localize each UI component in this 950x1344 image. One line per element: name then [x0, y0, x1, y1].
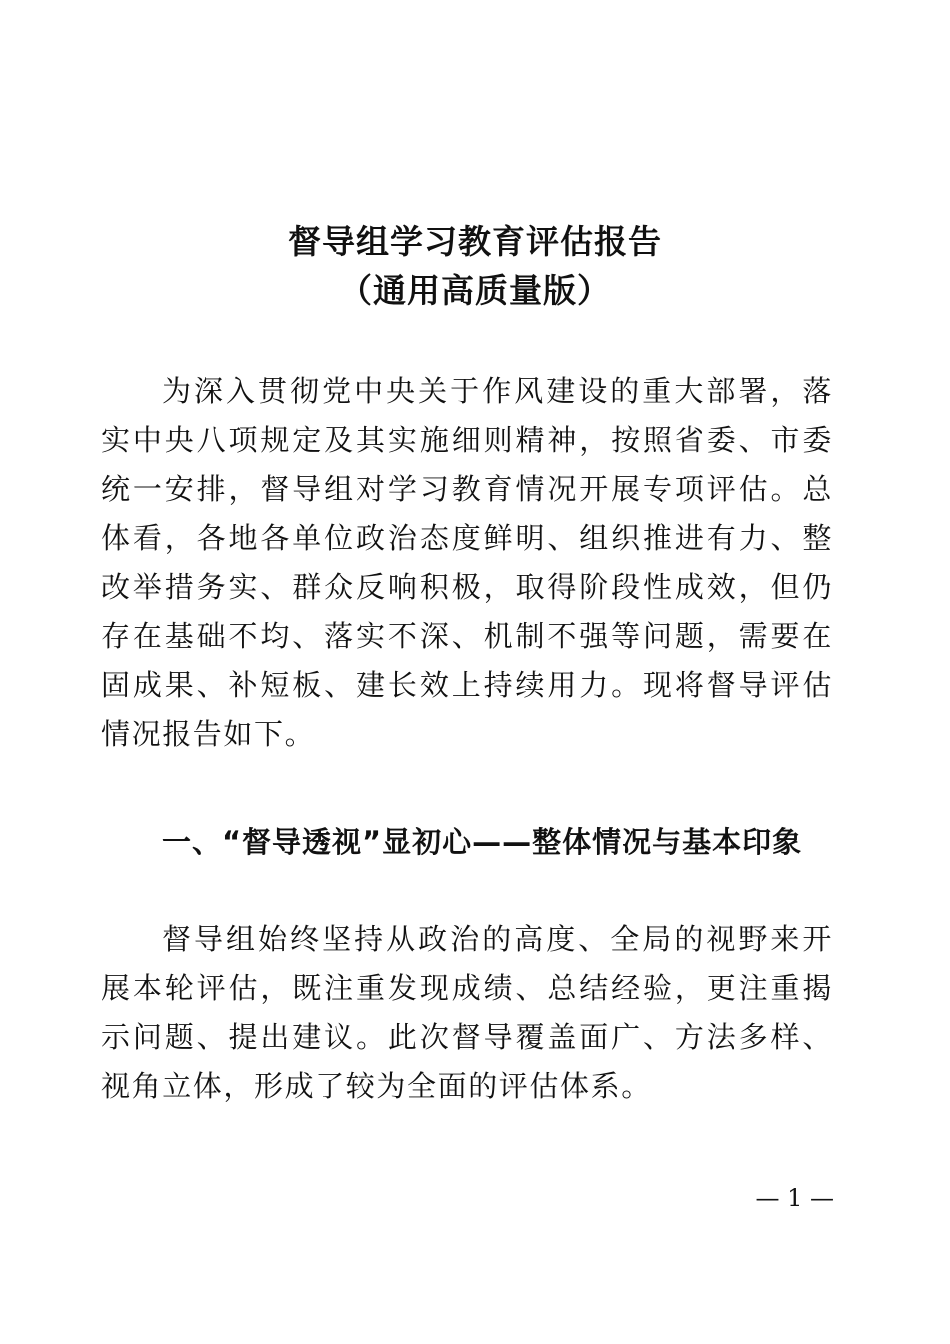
- document-subtitle: （通用高质量版）: [339, 271, 611, 310]
- section-1-heading: 一、“督导透视”显初心——整体情况与基本印象: [162, 825, 803, 859]
- page-number: — 1 —: [755, 1184, 834, 1212]
- section-1-paragraph: 督导组始终坚持从政治的高度、全局的视野来开展本轮评估，既注重发现成绩、总结经验，更注重揭示问题、提出建议。此次督导覆盖面广、方法多样、视角立体，形成了较为全面的评估体系。: [101, 922, 833, 1103]
- intro-paragraph: 为深入贯彻党中央关于作风建设的重大部署，落实中央八项规定及其实施细则精神，按照省委、市委统一安排，督导组对学习教育情况开展专项评估。总体看，各地各单位政治态度鲜明、组织推进有力、整改举措务实、群众反响积极，取得阶段性成效，但仍存在基础不均、落实不深、机制不强等问题，需要在固成果、补短板、建长效上持续用力。现将督导评估情况报告如下。: [101, 374, 833, 751]
- document-title: 督导组学习教育评估报告: [288, 222, 662, 261]
